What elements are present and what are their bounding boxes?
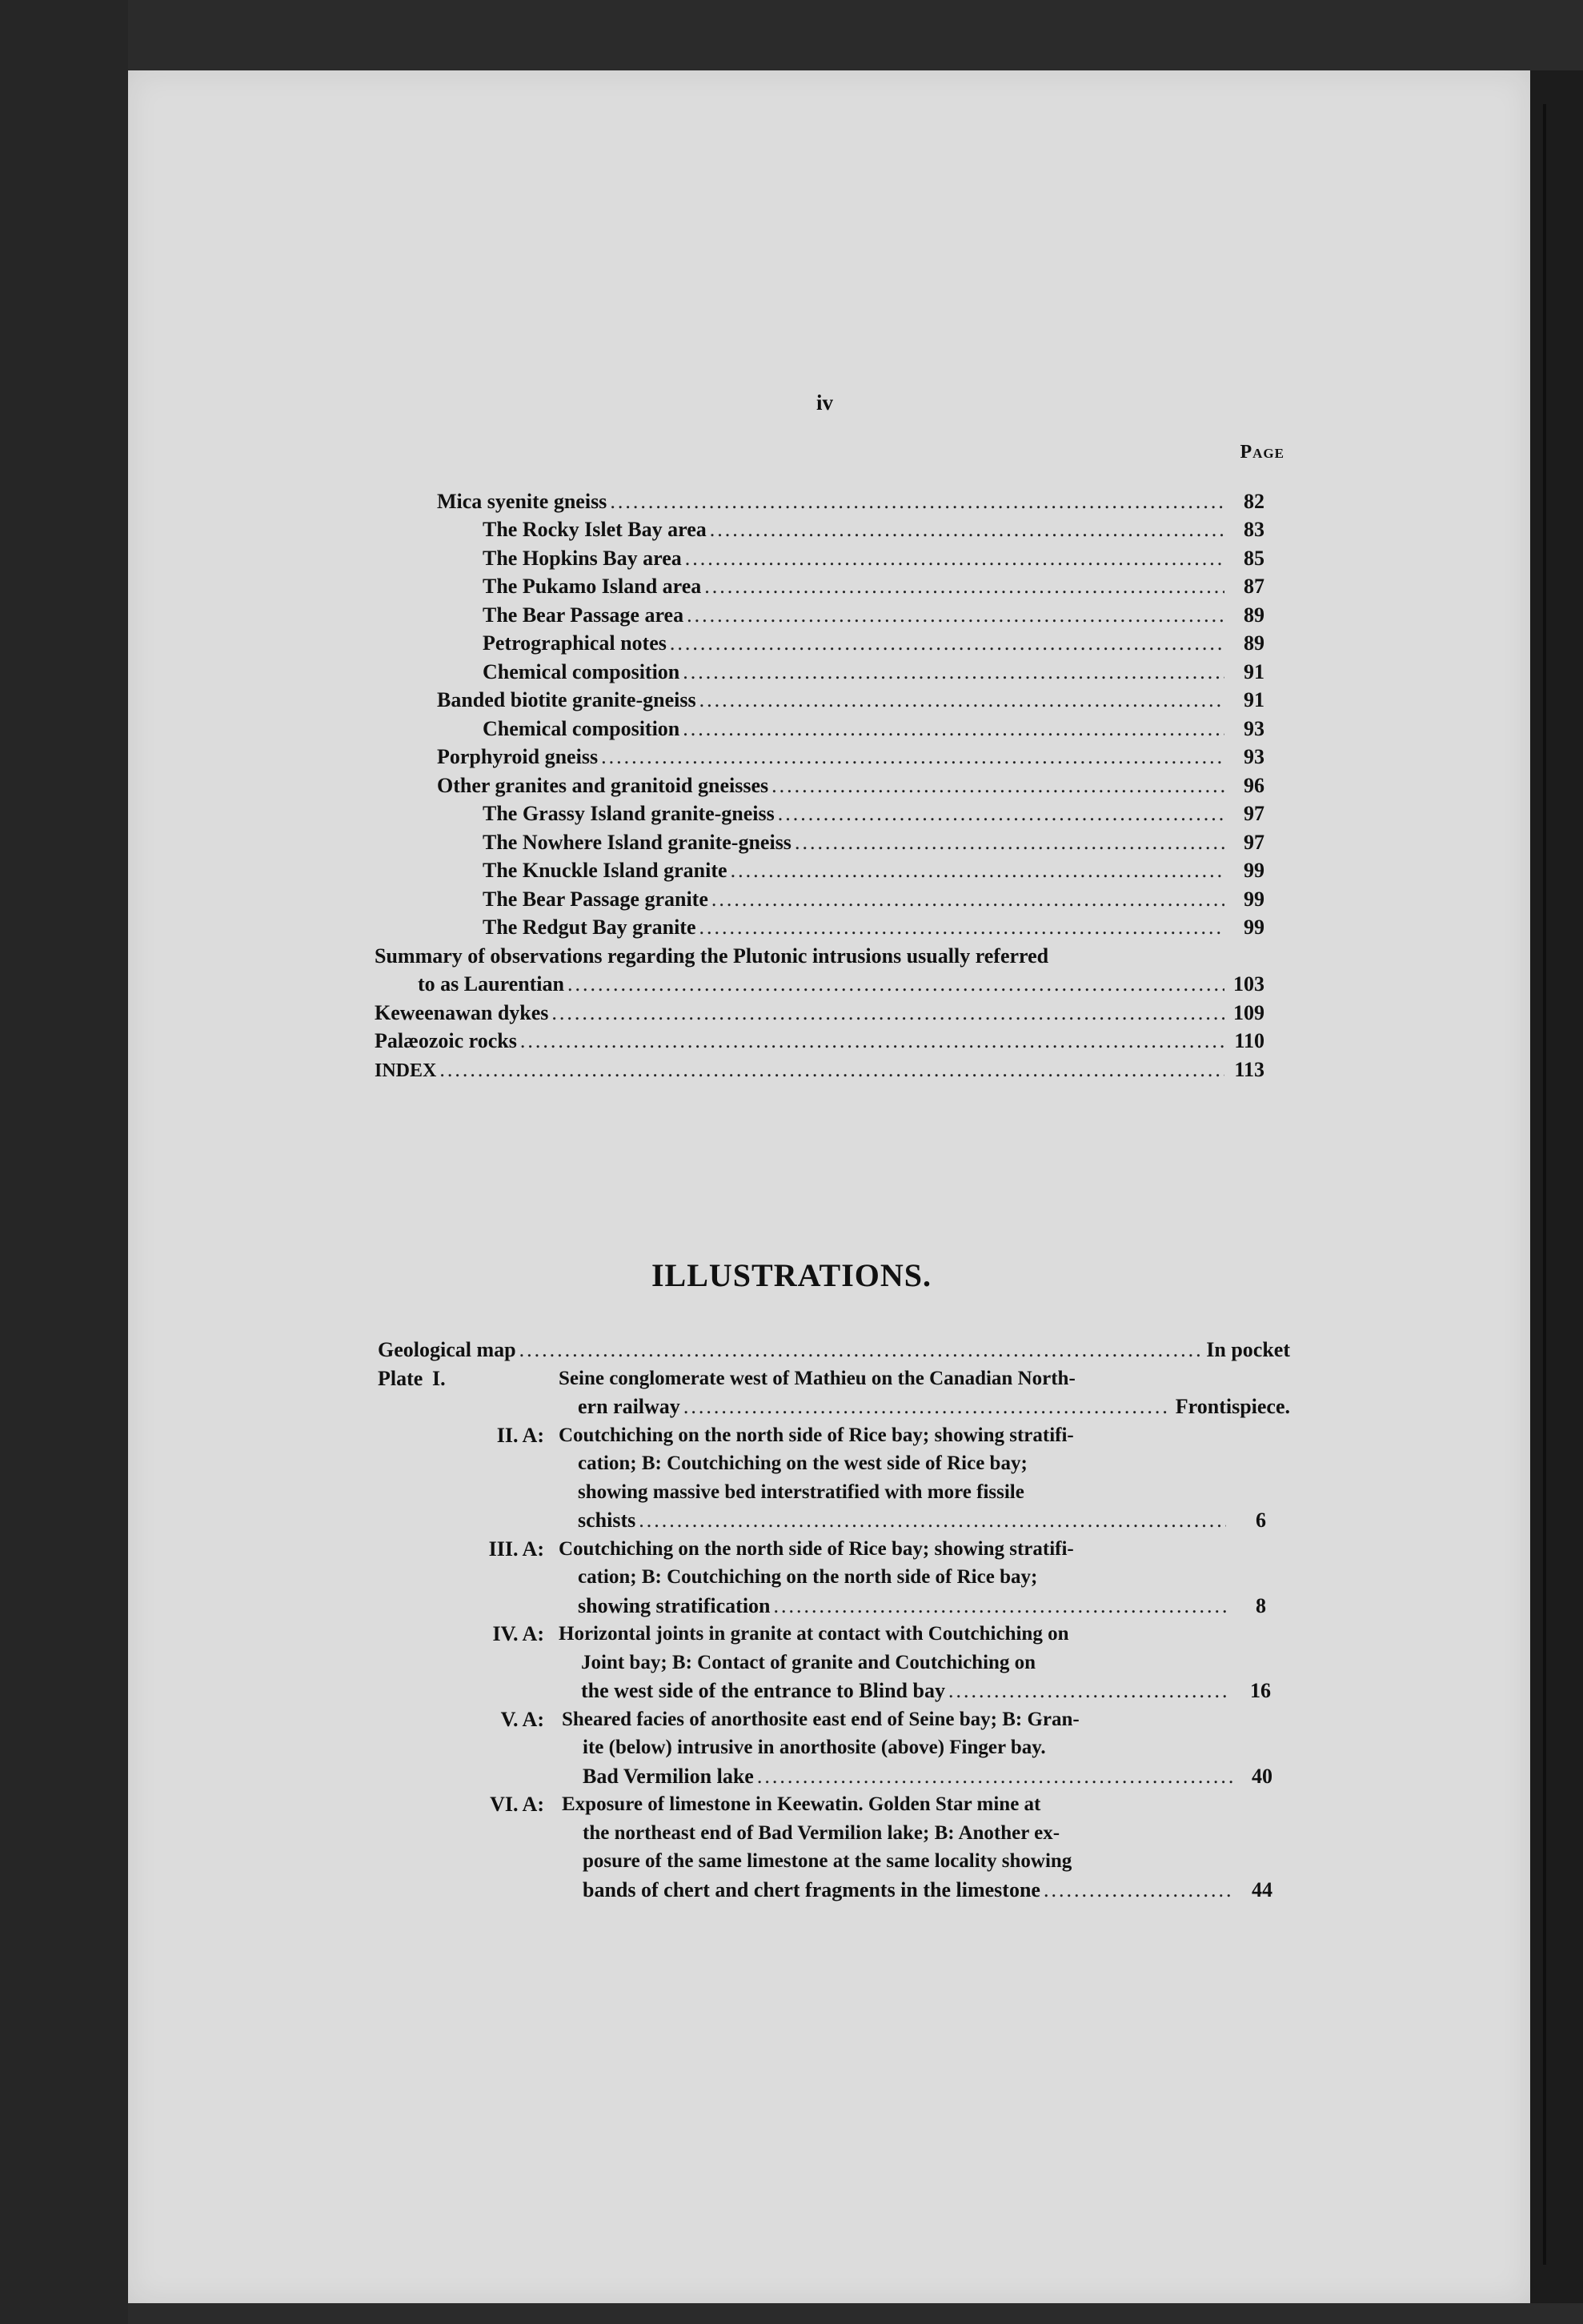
toc-entry: Palæozoic rocks ..... 110 — [375, 1028, 1264, 1055]
toc-entry: Porphyroid gneiss ..... 93 — [437, 743, 1264, 771]
toc-entry: The Bear Passage area ..... 89 — [483, 602, 1264, 629]
plate-number: I. — [432, 1367, 446, 1390]
toc-entry: The Bear Passage granite ..... 99 — [483, 886, 1264, 913]
plate-caption-line: showing massive bed interstratified with more fissile — [578, 1481, 1024, 1503]
plate-caption-line: Coutchiching on the north side of Rice bay; showing stratifi- — [559, 1538, 1074, 1560]
plate-caption-line: cation; B: Coutchiching on the north side of Rice bay; — [578, 1566, 1038, 1588]
plate-caption-last: bands of chert and chert fragments in the limestone ..... 44 — [583, 1877, 1272, 1904]
toc-entry: to as Laurentian ..... 103 — [418, 971, 1264, 998]
toc-entry: The Knuckle Island granite ..... 99 — [483, 857, 1264, 884]
toc-entry: The Nowhere Island granite-gneiss ..... 97 — [483, 829, 1264, 856]
toc-entry: Mica syenite gneiss ..... 82 — [437, 488, 1264, 515]
toc-entry: Chemical composition ..... 93 — [483, 715, 1264, 743]
plate-number: II. A: — [496, 1424, 544, 1447]
plate-caption-line: Joint bay; B: Contact of granite and Coutchiching on — [581, 1652, 1036, 1673]
plate-caption-line: ite (below) intrusive in anorthosite (above) Finger bay. — [583, 1737, 1046, 1758]
toc-entry: Keweenawan dykes ..... 109 — [375, 1000, 1264, 1027]
toc-entry: The Grassy Island granite-gneiss ..... 97 — [483, 800, 1264, 827]
folio-number: iv — [816, 391, 834, 415]
toc-entry: Petrographical notes ..... 89 — [483, 630, 1264, 657]
toc-entry: Chemical composition ..... 91 — [483, 659, 1264, 686]
plate-number: V. A: — [500, 1708, 544, 1731]
toc-entry: The Hopkins Bay area ..... 85 — [483, 545, 1264, 572]
plate-caption-line: Seine conglomerate west of Mathieu on the Canadian North- — [559, 1368, 1076, 1389]
toc-entry: The Redgut Bay granite ..... 99 — [483, 914, 1264, 941]
plate-number: IV. A: — [492, 1622, 544, 1645]
toc-entry-index: INDEX ..... 113 — [375, 1056, 1264, 1084]
plate-caption-last: Bad Vermilion lake ..... 40 — [583, 1763, 1272, 1790]
toc-entry-first-line: Summary of observations regarding the Plutonic intrusions usually referred — [375, 944, 1049, 968]
plate-word: Plate — [378, 1367, 423, 1390]
plate-caption-line: Horizontal joints in granite at contact with Coutchiching on — [559, 1623, 1069, 1645]
plate-caption-line: Sheared facies of anorthosite east end of Seine bay; B: Gran- — [562, 1709, 1080, 1730]
toc-entry: Other granites and granitoid gneisses ..... 96 — [437, 772, 1264, 799]
plate-caption-last: showing stratification ..... 8 — [578, 1593, 1266, 1620]
plate-caption-line: the northeast end of Bad Vermilion lake; B: Another ex- — [583, 1822, 1060, 1844]
plate-caption-last: ern railway ..... Frontispiece. — [578, 1393, 1290, 1420]
plate-caption-line: cation; B: Coutchiching on the west side of Rice bay; — [578, 1452, 1028, 1474]
plate-number: VI. A: — [490, 1793, 544, 1816]
toc-entry: Banded biotite granite-gneiss ..... 91 — [437, 687, 1264, 714]
toc-entry: The Pukamo Island area ..... 87 — [483, 573, 1264, 600]
plate-caption-last: the west side of the entrance to Blind bay ..... 16 — [581, 1677, 1271, 1705]
illustrations-heading: ILLUSTRATIONS. — [651, 1257, 932, 1293]
toc-entry: The Rocky Islet Bay area ..... 83 — [483, 516, 1264, 543]
plate-caption-line: Coutchiching on the north side of Rice bay; showing stratifi- — [559, 1424, 1074, 1446]
illustration-map-entry: Geological map ..... In pocket — [378, 1336, 1290, 1364]
plate-caption-line: posure of the same limestone at the same locality showing — [583, 1850, 1072, 1872]
plate-caption-last: schists ..... 6 — [578, 1507, 1266, 1534]
page-column-header: Page — [1240, 442, 1284, 463]
plate-number: III. A: — [488, 1537, 544, 1561]
plate-caption-line: Exposure of limestone in Keewatin. Golden Star mine at — [562, 1793, 1041, 1815]
